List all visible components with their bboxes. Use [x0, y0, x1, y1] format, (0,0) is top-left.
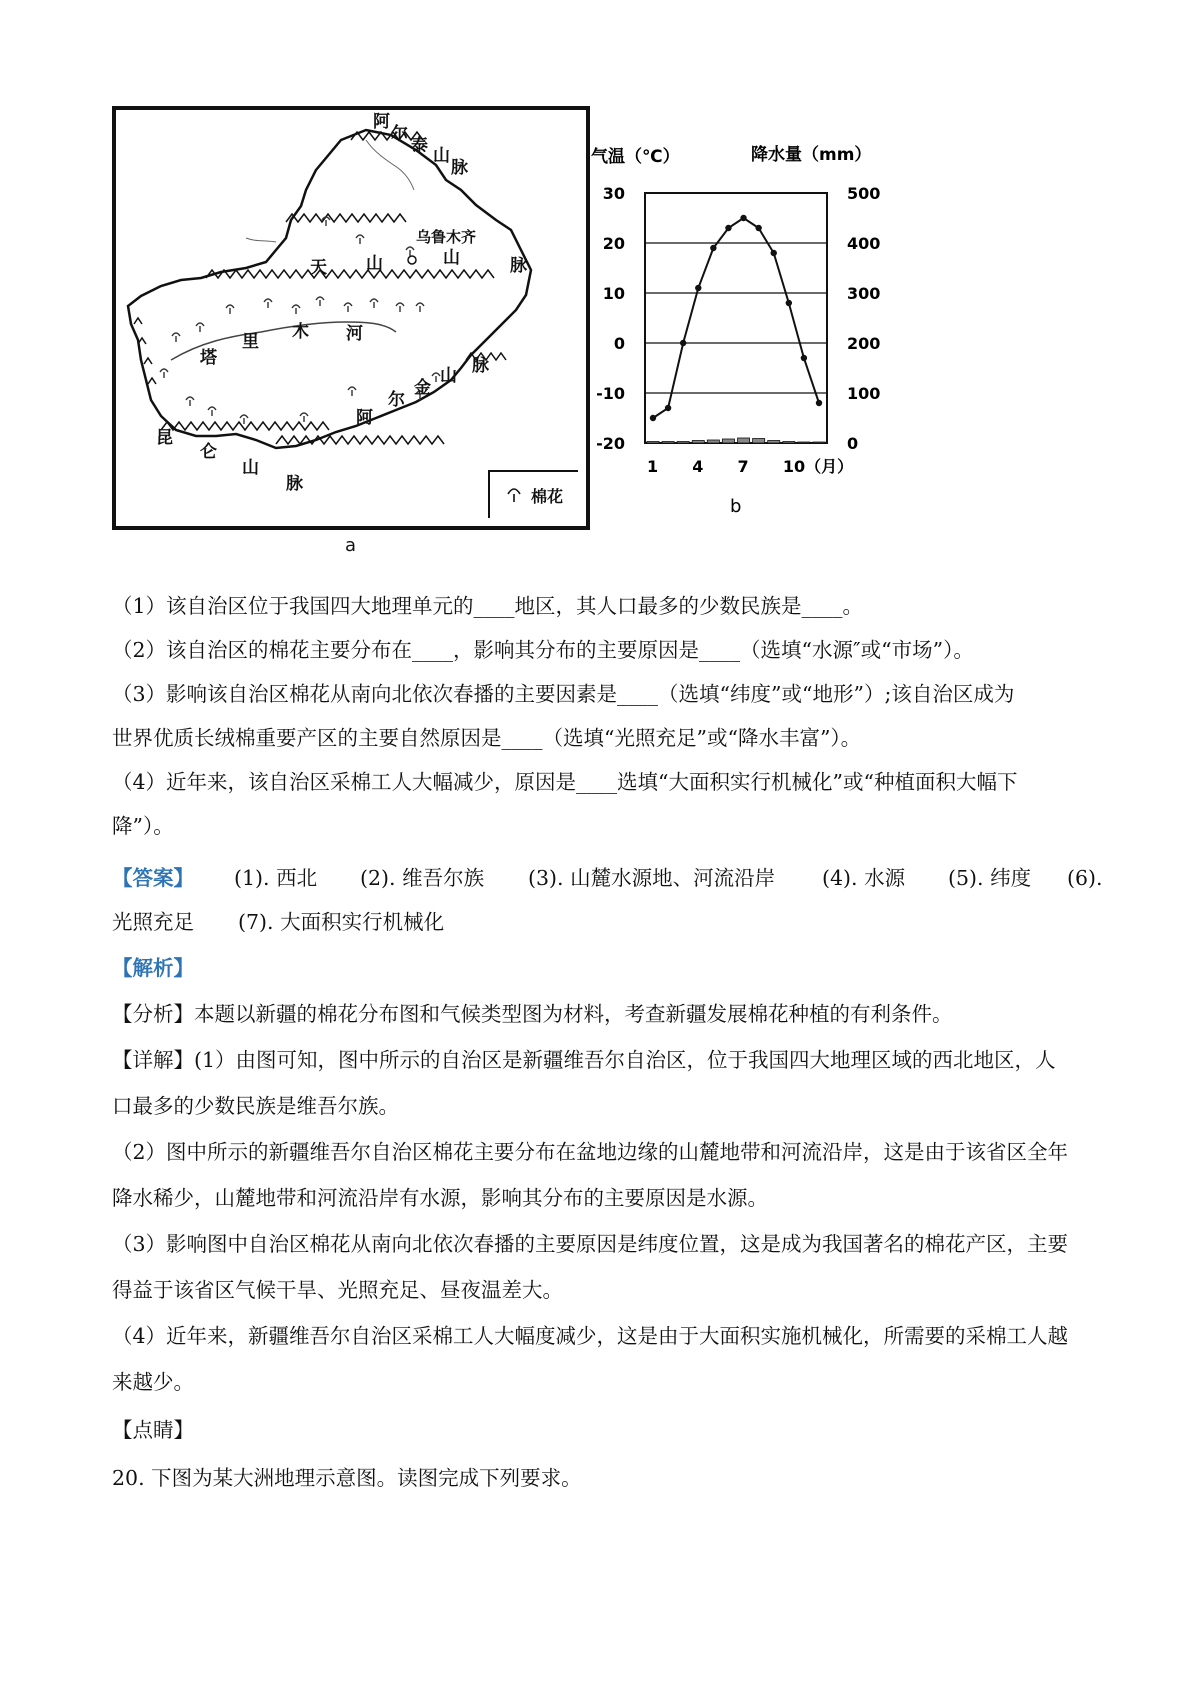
right-axis-title: 降水量（mm） [751, 145, 872, 165]
detail-3-line-2: 得益于该省区气候干旱、光照充足、昼夜温差大。 [112, 1278, 563, 1302]
answer-tag: 【答案】 [112, 866, 194, 890]
tianshan-mountains-north [286, 214, 406, 222]
detail-2-line-1: （2）图中所示的新疆维吾尔自治区棉花主要分布在盆地边缘的山麓地带和河流沿岸，这是由于该省区全年 [112, 1140, 1069, 1164]
figure-b-caption: b [730, 496, 742, 517]
analysis-tag: 【解析】 [112, 956, 194, 980]
temperature-points [650, 215, 822, 421]
question-2: （2）该自治区的棉花主要分布在____，影响其分布的主要原因是____（选填“水源″或“市场”）。 [112, 638, 974, 662]
left-tick-labels [596, 184, 625, 453]
right-tick-label: 0 [847, 434, 859, 453]
temp-point [786, 300, 792, 306]
x-tick-label: 10（月） [782, 457, 854, 476]
temp-point [665, 405, 671, 411]
left-tick-label: -20 [596, 434, 625, 453]
climate-chart-svg [585, 140, 915, 550]
climate-chart [585, 140, 915, 550]
label-altai-2: 尔 [391, 124, 408, 144]
temp-point [680, 340, 686, 346]
right-tick-label: 100 [847, 384, 881, 403]
left-tick-label: -10 [596, 384, 625, 403]
left-axis-title: 气温（℃） [591, 147, 680, 167]
map-drawing [116, 110, 586, 526]
precip-bar [662, 442, 674, 444]
precip-bar [722, 439, 734, 443]
left-tick-label: 20 [602, 234, 625, 253]
legend-label: 棉花 [530, 486, 563, 506]
temp-point [710, 245, 716, 251]
urumqi-city-dot [408, 256, 416, 264]
precip-bar [692, 441, 704, 444]
left-tick-label: 0 [613, 334, 625, 353]
temperature-line [653, 218, 819, 418]
question-1: （1）该自治区位于我国四大地理单元的____地区，其人口最多的少数民族是____。 [112, 594, 864, 618]
precip-bar [813, 442, 825, 443]
label-altai-1: 阿 [373, 112, 390, 132]
answer-5: (5). 纬度 [948, 866, 1032, 890]
label-tian-2: 山 [366, 254, 383, 274]
precip-bar [707, 440, 719, 443]
river-branch-2 [246, 238, 276, 242]
question-20: 20. 下图为某大洲地理示意图。读图完成下列要求。 [112, 1466, 582, 1490]
temp-point [725, 225, 731, 231]
right-tick-label: 200 [847, 334, 881, 353]
label-tian-3: 山 [443, 248, 460, 268]
precip-bar [677, 442, 689, 444]
detail-1-line-1: 【详解】(1）由图可知，图中所示的自治区是新疆维吾尔自治区，位于我国四大地理区域的西北地区，人 [112, 1048, 1056, 1072]
cotton-icon [505, 486, 523, 504]
label-kunlun-4: 脉 [286, 474, 303, 494]
kunlun-mountains [161, 422, 329, 430]
answer-4: (4). 水源 [822, 866, 906, 890]
right-tick-label: 300 [847, 284, 881, 303]
label-tian-1: 天 [310, 258, 327, 278]
detail-4-line-2: 来越少。 [112, 1370, 194, 1394]
answer-2: (2). 维吾尔族 [360, 866, 485, 890]
label-altun-2: 尔 [388, 390, 405, 410]
left-tick-label: 30 [602, 184, 625, 203]
right-tick-label: 400 [847, 234, 881, 253]
tianshan-mountains-main [206, 270, 494, 278]
label-tarim-1: 塔 [200, 348, 217, 368]
label-tarim-2: 里 [242, 332, 259, 352]
temp-point [801, 355, 807, 361]
answer-1: (1). 西北 [234, 866, 318, 890]
gridlines [645, 243, 827, 393]
label-kunlun-2: 仑 [200, 442, 217, 462]
label-altai-5: 脉 [451, 158, 468, 178]
question-3-line-2: 世界优质长绒棉重要产区的主要自然原因是____（选填“光照充足”或“降水丰富”）。 [112, 726, 862, 750]
question-3-line-1: （3）影响该自治区棉花从南向北依次春播的主要因素是____（选填“纬度”或“地形”）;该自治区成为 [112, 682, 1015, 706]
xinjiang-cotton-map [112, 106, 590, 530]
x-tick-labels [647, 457, 853, 476]
label-altai-3: 泰 [411, 136, 428, 156]
right-tick-labels [847, 184, 880, 453]
analysis-fenxi: 【分析】本题以新疆的棉花分布图和气候类型图为材料，考查新疆发展棉花种植的有利条件。 [112, 1002, 953, 1026]
temp-point [740, 215, 746, 221]
precip-bar [798, 442, 810, 443]
answer-6-text: 光照充足 [112, 910, 194, 934]
label-kunlun-3: 山 [242, 458, 259, 478]
temp-point [816, 400, 822, 406]
label-tarim-3: 木 [292, 322, 309, 342]
label-tian-4: 脉 [510, 256, 527, 276]
precip-bar [768, 441, 780, 444]
answer-6-number: (6). [1067, 866, 1103, 890]
temp-point [755, 225, 761, 231]
river-branch [366, 140, 414, 190]
dianjing-tag: 【点睛】 [112, 1418, 194, 1442]
label-altun-1: 阿 [356, 408, 373, 428]
precip-bar [647, 442, 659, 444]
answer-7: (7). 大面积实行机械化 [238, 910, 445, 934]
x-tick-label: 7 [737, 457, 749, 476]
precip-bar [753, 439, 765, 444]
label-kunlun-1: 昆 [156, 428, 173, 448]
label-altun-5: 脉 [472, 356, 489, 376]
map-legend [488, 470, 578, 518]
left-tick-label: 10 [602, 284, 625, 303]
label-tarim-4: 河 [346, 324, 363, 344]
right-tick-label: 500 [847, 184, 881, 203]
label-urumqi: 乌鲁木齐 [416, 228, 477, 246]
x-tick-label: 1 [647, 457, 659, 476]
label-altun-4: 山 [440, 366, 457, 386]
question-4-line-2: 降”）。 [112, 814, 174, 838]
temp-point [650, 415, 656, 421]
detail-2-line-2: 降水稀少，山麓地带和河流沿岸有水源，影响其分布的主要原因是水源。 [112, 1186, 768, 1210]
precip-bar [783, 442, 795, 444]
label-altun-3: 金 [414, 378, 431, 398]
region-outline [128, 130, 531, 448]
detail-3-line-1: （3）影响图中自治区棉花从南向北依次春播的主要原因是纬度位置，这是成为我国著名的棉花产区，主要 [112, 1232, 1069, 1256]
answer-3: (3). 山麓水源地、河流沿岸 [528, 866, 776, 890]
precip-bar [738, 438, 750, 443]
question-4-line-1: （4）近年来，该自治区采棉工人大幅减少，原因是____选填“大面积实行机械化”或“种植面积大幅下 [112, 770, 1018, 794]
detail-1-line-2: 口最多的少数民族是维吾尔族。 [112, 1094, 399, 1118]
temp-point [695, 285, 701, 291]
plot-frame [645, 193, 827, 443]
temp-point [771, 250, 777, 256]
figure-a-caption: a [345, 535, 357, 556]
altun-mountains [276, 436, 444, 444]
detail-4-line-1: （4）近年来，新疆维吾尔自治区采棉工人大幅度减少，这是由于大面积实施机械化，所需要的采棉工人越 [112, 1324, 1069, 1348]
x-tick-label: 4 [692, 457, 704, 476]
label-altai-4: 山 [433, 146, 450, 166]
